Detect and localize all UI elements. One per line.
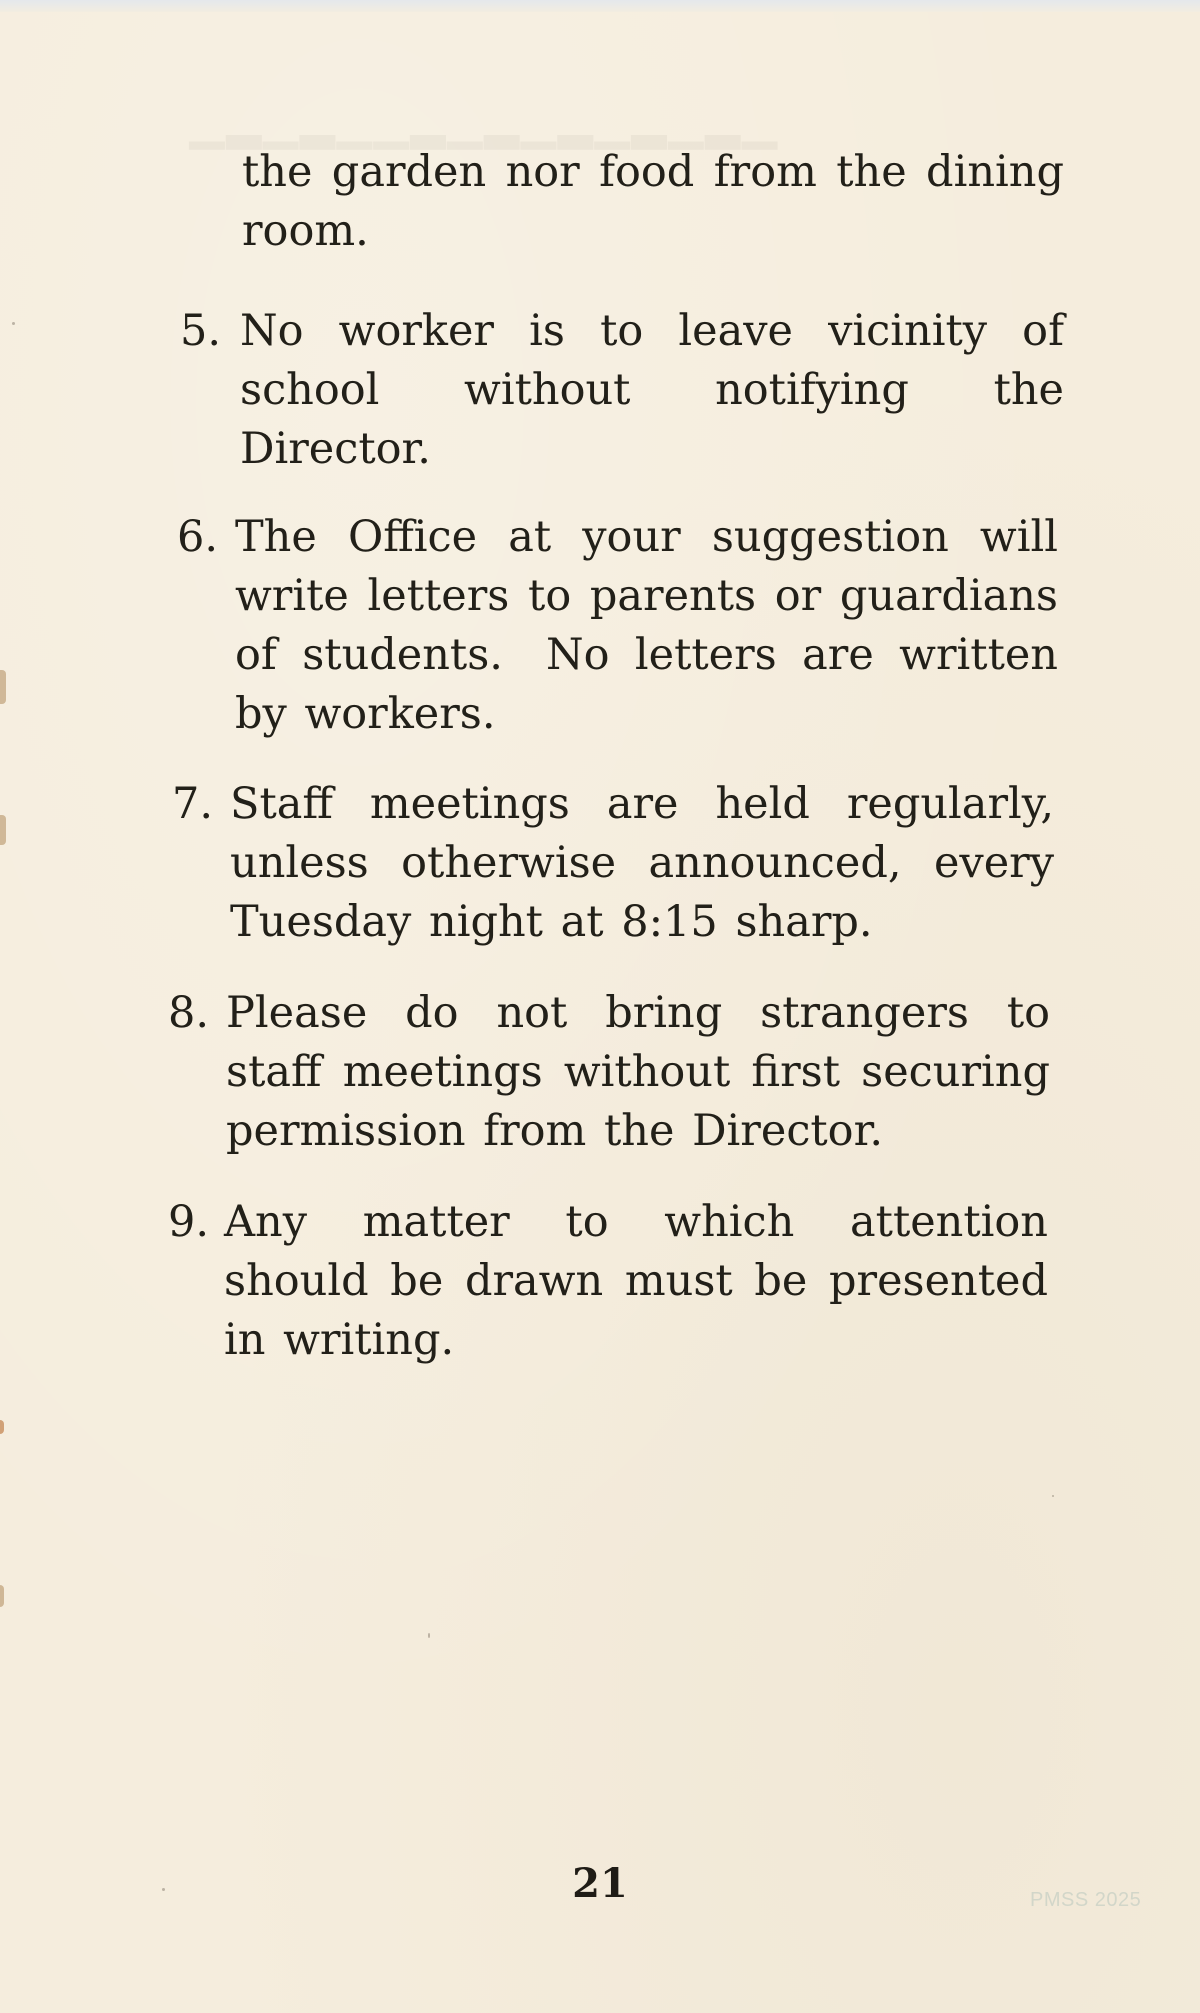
item-text: Any matter to which attention should be drawn must be presented in writing. xyxy=(224,1197,1048,1365)
item-text: The Office at your suggestion will write letters to parents or guardians of students. No letters are written by workers. xyxy=(235,512,1058,739)
bleed-through-text: ▁▂▁▂▁▁▂▁▂▁▂▁▂▁▂▁ xyxy=(190,99,780,148)
item-number: 5. xyxy=(180,306,222,356)
item-number: 8. xyxy=(168,988,210,1038)
item-number: 9. xyxy=(168,1197,210,1247)
item-text: Staff meetings are held regularly, unless otherwise announced, every Tuesday night at 8:15 sharp. xyxy=(230,779,1054,947)
paper-speck xyxy=(428,1633,430,1638)
paper-speck xyxy=(162,1888,165,1891)
watermark: PMSS 2025 xyxy=(1030,1889,1142,1911)
paper-speck xyxy=(12,322,15,325)
paper-speck xyxy=(1052,1495,1054,1497)
binding-mark xyxy=(0,670,6,704)
continuation-paragraph: the garden nor food from the dining room. xyxy=(242,147,1064,256)
item-number: 6. xyxy=(177,512,219,562)
binding-mark xyxy=(0,815,6,845)
page-top-edge xyxy=(0,0,1200,12)
item-text: Please do not bring strangers to staff meetings without first securing permission from the Director. xyxy=(226,988,1050,1156)
binding-mark xyxy=(0,1420,4,1434)
binding-mark xyxy=(0,1585,4,1607)
item-text: No worker is to leave vicinity of school without notifying the Director. xyxy=(240,306,1064,474)
item-number: 7. xyxy=(172,779,214,829)
page-number: 21 xyxy=(572,1860,628,1907)
